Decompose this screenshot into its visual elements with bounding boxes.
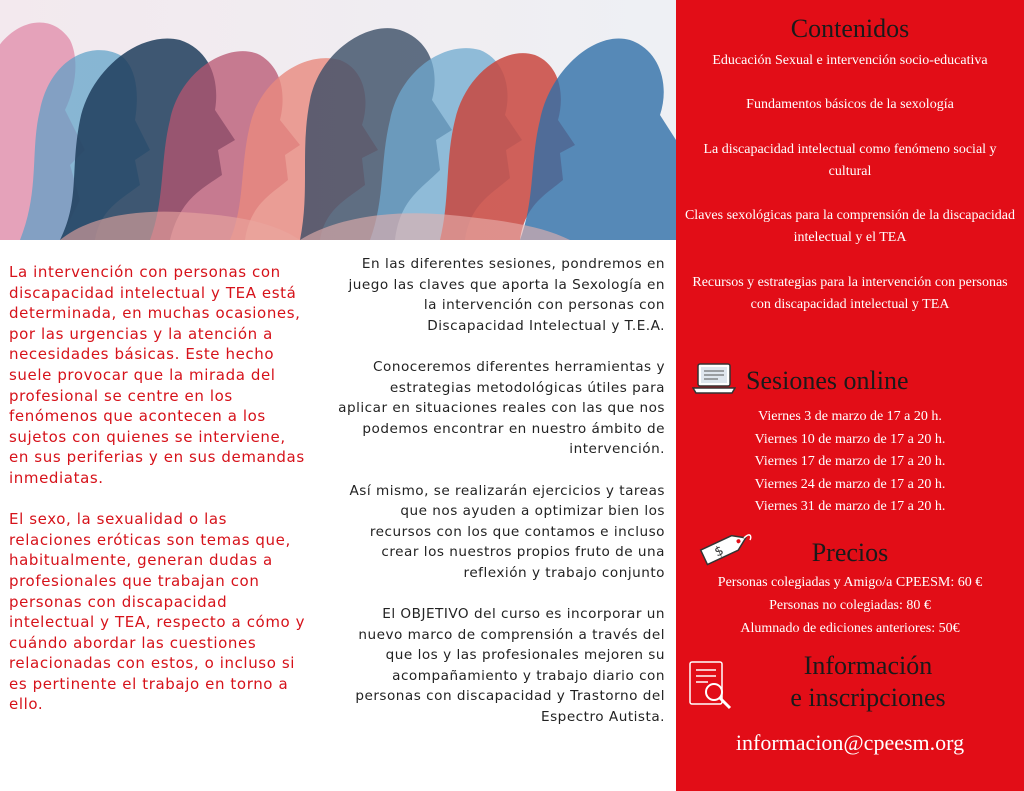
desc-paragraph-2: Conoceremos diferentes herramientas y estrategias metodológicas útiles para aplicar en situaciones reales con las que nos podemos encontrar en nuestro ámbito de intervención. [338, 358, 665, 458]
document-search-icon [686, 660, 734, 717]
precio-item: Alumnado de ediciones anteriores: 50€ [740, 620, 960, 636]
sesion-item: Viernes 10 de marzo de 17 a 20 h. [754, 431, 946, 447]
intro-paragraph-1: La intervención con personas con discapacidad intelectual y TEA está determinada, en muchas ocasiones, por las urgencias y la atención a necesidades básicas. Este hecho suele provocar que la mirada del profesional se centre en los fenómenos que acontecen a los sujetos con quienes se interviene, en sus periferias y en sus demandas inmediatas. [9, 263, 305, 487]
left-intro-text [9, 262, 309, 736]
precio-item: Personas colegiadas y Amigo/a CPEESM: 60 € [717, 575, 983, 590]
hero-silhouettes-image [0, 0, 676, 240]
informacion-title-line-1: Información [803, 651, 933, 680]
info-panel [676, 0, 1024, 791]
middle-description-text [338, 254, 665, 748]
contenido-item: Educación Sexual e intervención socio-educativa [712, 53, 988, 68]
svg-text:$: $ [712, 543, 727, 561]
desc-paragraph-4: El OBJETIVO del curso es incorporar un nuevo marco de comprensión a través del que los y las profesionales mejoren su acompañamiento y trabajo diario con personas con discapacidad y Trastorno del Espectro Autista. [355, 606, 665, 726]
precios-title: Precios [811, 538, 889, 567]
informacion-title-line-2: e inscripciones [790, 683, 946, 712]
desc-paragraph-3: Así mismo, se realizarán ejercicios y tareas que nos ayuden a optimizar bien los recursos con los que contamos e incluso crear los nuestros propios fruto de una reflexión y trabajo conjunto [349, 482, 665, 581]
informacion-title [748, 650, 988, 714]
desc-paragraph-1: En las diferentes sesiones, pondremos en juego las claves que aporta la Sexología en la intervención con personas con Discapacidad Intelectual y T.E.A. [348, 256, 665, 334]
sesion-item: Viernes 24 de marzo de 17 a 20 h. [754, 476, 946, 492]
contenido-item: La discapacidad intelectual como fenómeno social y cultural [703, 141, 997, 179]
contact-email-link[interactable]: informacion@cpeesm.org [735, 730, 965, 755]
contenido-item: Claves sexológicas para la comprensión de la discapacidad intelectual y el TEA [684, 208, 1016, 246]
sesion-item: Viernes 31 de marzo de 17 a 20 h. [754, 499, 946, 515]
contenido-item: Fundamentos básicos de la sexología [746, 97, 954, 113]
sesiones-title: Sesiones online [746, 366, 909, 395]
sesion-item: Viernes 17 de marzo de 17 a 20 h. [754, 454, 946, 470]
intro-paragraph-2: El sexo, la sexualidad o las relaciones eróticas son temas que, habitualmente, generan dudas a profesionales que trabajan con personas con discapacidad intelectual y TEA, respecto a cómo y cuándo abordar las cuestiones relacionadas con estos, o incluso si es pertinente el trabajo en torno a ello. [9, 510, 306, 714]
sesion-item: Viernes 3 de marzo de 17 a 20 h. [758, 409, 942, 424]
contenidos-list [684, 50, 1016, 338]
sesiones-list [676, 406, 1024, 519]
precio-item: Personas no colegiadas: 80 € [769, 597, 931, 613]
precios-list [676, 572, 1024, 640]
contenido-item: Recursos y estrategias para la intervención con personas con discapacidad intelectual y TEA [692, 274, 1008, 313]
contenidos-title: Contenidos [790, 14, 910, 43]
laptop-icon [692, 362, 736, 401]
